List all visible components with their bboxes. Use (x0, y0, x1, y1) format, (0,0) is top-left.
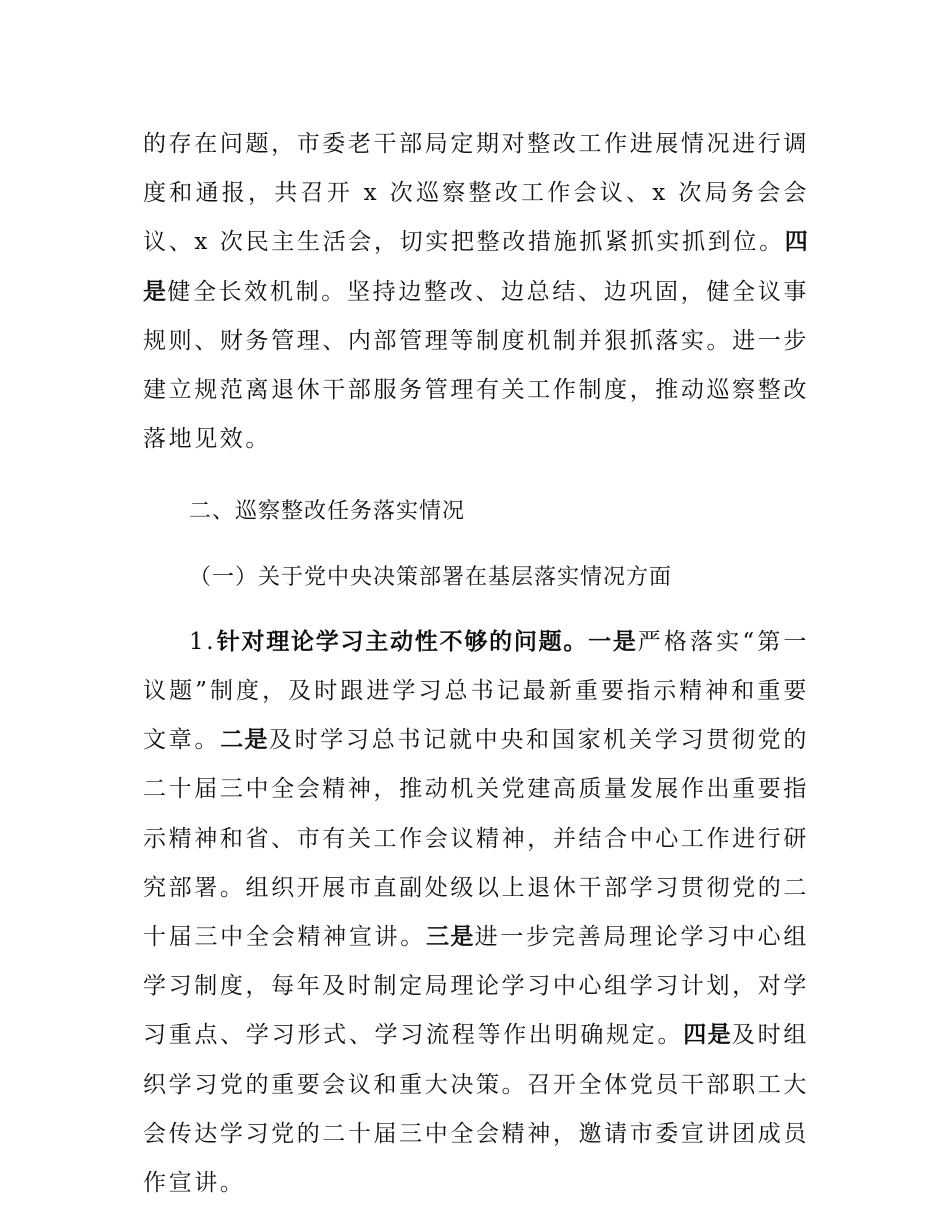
paragraph-item-1 (143, 618, 809, 1208)
bold-marker: 四是 (683, 1022, 732, 1049)
item-lead: 针对理论学习主动性不够的问题。 (216, 628, 589, 655)
paragraph-text: 的存在问题，市委老干部局定期对整改工作进展情况进行调度和通报，共召开 x 次巡察整改工作会议、x 次局务会会议、x 次民主生活会，切实把整改措施抓紧抓实抓到位。 (143, 131, 809, 256)
paragraph-text: 健全长效机制。坚持边整改、边总结、边巩固，健全议事规则、财务管理、内部管理等制度机制并狠抓落实。进一步建立规范离退休干部服务管理有关工作制度，推动巡察整改落地见效。 (143, 278, 810, 453)
bold-marker: 三是 (426, 924, 475, 951)
item-number: 1. (189, 628, 217, 655)
bold-marker: 四是 (143, 229, 809, 305)
paragraph-text: 进一步完善局理论学习中心组学习制度，每年及时制定局理论学习中心组学习计划，对学习重点、学习形式、学习流程等作出明确规定。 (143, 924, 809, 1049)
paragraph-continued (143, 120, 809, 464)
paragraph-text: 及时组织学习党的重要会议和重大决策。召开全体党员干部职工大会传达学习党的二十届三中全会精神，邀请市委宣讲团成员作宣讲。 (143, 1022, 809, 1197)
paragraph-text: 及时学习总书记就中央和国家机关学习贯彻党的二十届三中全会精神，推动机关党建高质量发展作出重要指示精神和省、市有关工作会议精神，并结合中心工作进行研究部署。组织开展市直副处级以上退休干部学习贯彻党的二十届三中全会精神宣讲。 (143, 727, 809, 951)
bold-marker: 一是 (588, 628, 638, 655)
section-heading: 二、巡察整改任务落实情况 (189, 499, 466, 525)
paragraph-text: 严格落实“第一议题”制度，及时跟进学习总书记最新重要指示精神和重要文章。 (143, 628, 809, 754)
bold-marker: 二是 (220, 727, 269, 754)
document-body (143, 120, 809, 1208)
subsection-heading: （一）关于党中央决策部署在基层落实情况方面 (189, 564, 673, 590)
